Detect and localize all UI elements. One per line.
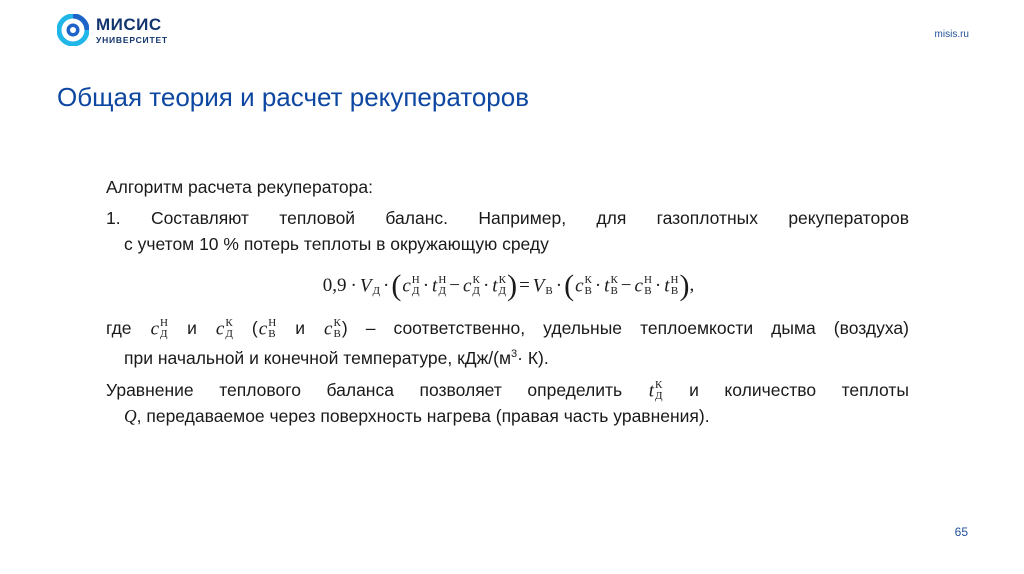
symbol-V-d: V Д	[359, 275, 380, 297]
symbol-t-v-n: t Н В	[664, 274, 679, 297]
balance-line1: Уравнение теплового баланса позволяет определить t К Д и количество теплоты	[106, 379, 909, 403]
page-title: Общая теория и расчет рекуператоров	[57, 82, 530, 112]
logo-name: МИСИС	[96, 14, 162, 34]
symbol-c-v-n: c Н В	[634, 274, 652, 297]
logo	[57, 14, 168, 46]
misis-logo-icon	[57, 14, 89, 46]
heat-balance-formula: 0,9 · V Д ·(c Н Д · t Н Д − c К Д · t К Д ) = V В ·(c К В · t К В − c Н В · t Н В ),	[322, 269, 695, 302]
symbol-c-d-n: c Н Д	[402, 274, 420, 297]
symbol-t-d-n: t Н Д	[432, 274, 447, 297]
step1-line2: с учетом 10 % потерь теплоты в окружающую среду	[124, 234, 549, 254]
slide-content	[106, 174, 909, 429]
symbol-c-v-k: c К В	[575, 274, 592, 297]
step1-line1: 1. Составляют тепловой баланс. Например, для газоплотных рекуператоров	[106, 208, 909, 228]
definition-line2: при начальной и конечной температуре, кДж/$(м^3\cdot К)$.	[124, 347, 549, 368]
symbol-c-d-k: c К Д	[462, 274, 480, 297]
balance-line2: Q, передаваемое через поверхность нагрева (правая часть уравнения).	[124, 405, 710, 426]
symbol-V-v: V В	[532, 275, 553, 297]
definition-line1: где c Н Д и c К Д (c Н В и c К В ) – соответственно, удельные теплоемкости дыма (воздуха)	[106, 317, 909, 341]
site-link[interactable]: misis.ru	[934, 29, 969, 40]
logo-subtitle: УНИВЕРСИТЕТ	[96, 34, 168, 45]
symbol-t-v-k: t К В	[604, 274, 618, 297]
symbol-t-d-k: t К Д	[492, 274, 507, 297]
algorithm-heading: Алгоритм расчета рекуператора:	[106, 177, 373, 197]
page-number: 65	[954, 525, 968, 539]
